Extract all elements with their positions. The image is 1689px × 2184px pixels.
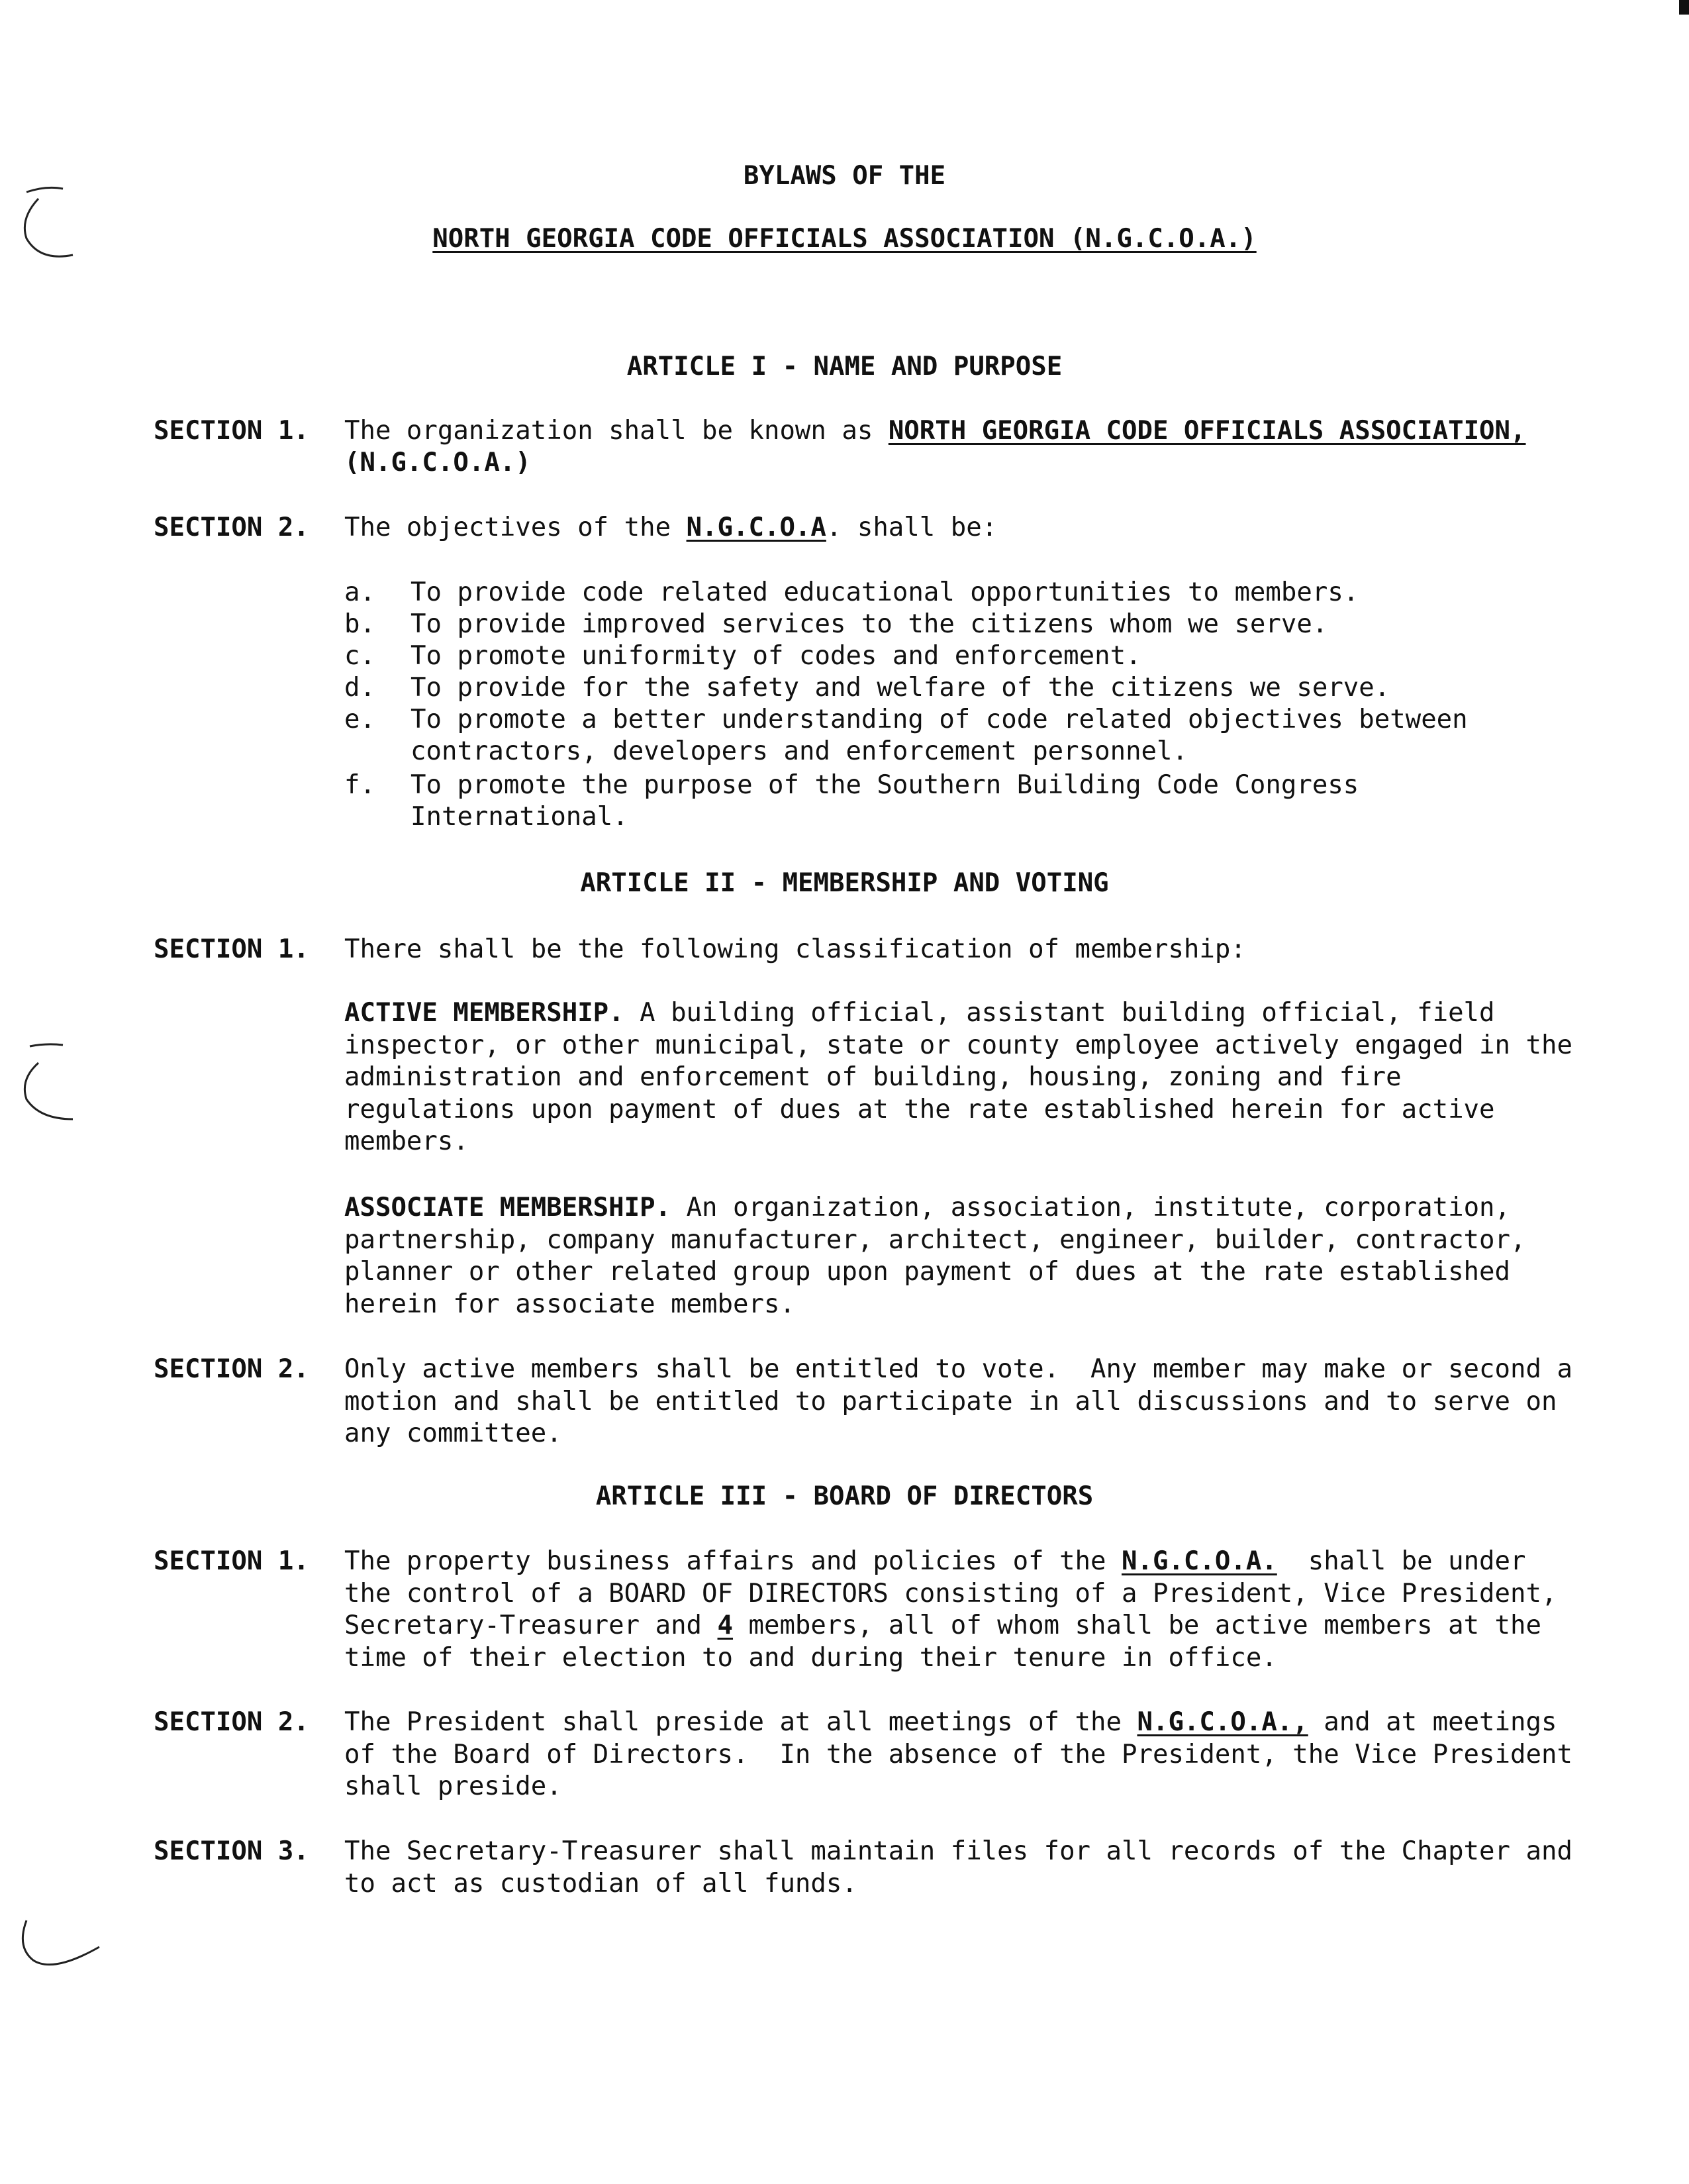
line-text: The President shall preside at all meetings of the — [344, 1707, 1137, 1737]
objective-letter: c. — [344, 641, 375, 671]
article-1-heading: ARTICLE I - NAME AND PURPOSE — [626, 352, 1063, 381]
paragraph-line: members. — [344, 1126, 469, 1156]
abbr-ngcoa: N.G.C.O.A — [686, 513, 826, 542]
art1-section1-abbr: (N.G.C.O.A.) — [344, 448, 531, 477]
organization-name-title: NORTH GEORGIA CODE OFFICIALS ASSOCIATION (N.G.C.O.A.) — [432, 224, 1257, 254]
objective-letter: a. — [344, 577, 375, 607]
art2-section2-label: SECTION 2. — [154, 1354, 309, 1384]
art1-section1-label: SECTION 1. — [154, 416, 309, 446]
art1-section1-text — [344, 415, 1526, 447]
abbr-ngcoa: N.G.C.O.A. — [1122, 1546, 1277, 1576]
paragraph-line: time of their election to and during their tenure in office. — [344, 1642, 1277, 1673]
line-text: and at meetings — [1308, 1707, 1557, 1737]
objective-text-cont: International. — [410, 802, 628, 832]
art3-section1-text — [344, 1546, 1557, 1674]
paragraph-line — [344, 997, 1572, 1030]
document-title-line1: BYLAWS OF THE — [743, 161, 946, 191]
objective-letter: f. — [344, 770, 375, 800]
objective-letter: e. — [344, 705, 375, 734]
paragraph-line: the control of a BOARD OF DIRECTORS consisting of a President, Vice President, — [344, 1578, 1557, 1609]
line-text: A building official, assistant building official, field — [624, 998, 1495, 1028]
paragraph-line: partnership, company manufacturer, architect, engineer, builder, contractor, — [344, 1224, 1526, 1255]
art1-s1-text-part: The organization shall be known as — [344, 416, 889, 446]
art2-section1-label: SECTION 1. — [154, 934, 309, 964]
paragraph-line: The Secretary-Treasurer shall maintain files for all records of the Chapter and — [344, 1836, 1572, 1866]
art3-section2-text — [344, 1707, 1572, 1803]
line-text: The property business affairs and policies of the — [344, 1546, 1122, 1576]
art1-s2-text-part: The objectives of the — [344, 513, 687, 542]
art2-section2-text — [344, 1354, 1572, 1450]
art3-section3-text — [344, 1836, 1572, 1900]
paragraph-line — [344, 1546, 1557, 1578]
active-membership-term: ACTIVE MEMBERSHIP. — [344, 998, 624, 1028]
abbr-ngcoa: N.G.C.O.A., — [1137, 1707, 1308, 1737]
paragraph-line: shall preside. — [344, 1771, 562, 1801]
board-member-count: 4 — [717, 1611, 734, 1640]
active-membership-paragraph — [344, 997, 1572, 1158]
objective-text: To provide improved services to the citizens whom we serve. — [410, 609, 1328, 639]
paragraph-line: any committee. — [344, 1418, 562, 1448]
line-text: An organization, association, institute, corporation, — [671, 1193, 1511, 1222]
paragraph-line — [344, 1610, 1557, 1642]
art3-section2-label: SECTION 2. — [154, 1707, 309, 1737]
paragraph-line: inspector, or other municipal, state or county employee actively engaged in the — [344, 1030, 1572, 1060]
paragraph-line: Only active members shall be entitled to vote. Any member may make or second a — [344, 1354, 1572, 1384]
line-text: Secretary-Treasurer and — [344, 1611, 718, 1640]
article-2-heading: ARTICLE II - MEMBERSHIP AND VOTING — [580, 868, 1109, 898]
paragraph-line: motion and shall be entitled to participate in all discussions and to serve on — [344, 1386, 1557, 1416]
paragraph-line: of the Board of Directors. In the absence of the President, the Vice President — [344, 1739, 1572, 1769]
objective-text: To promote a better understanding of code related objectives between — [410, 705, 1468, 734]
art2-section1-text: There shall be the following classification of membership: — [344, 934, 1246, 964]
objective-text: To promote the purpose of the Southern Building Code Congress — [410, 770, 1359, 800]
objective-letter: d. — [344, 673, 375, 703]
objective-letter: b. — [344, 609, 375, 639]
article-3-heading: ARTICLE III - BOARD OF DIRECTORS — [595, 1481, 1094, 1511]
art1-s2-text-part: . shall be: — [826, 513, 998, 542]
objective-text-cont: contractors, developers and enforcement personnel. — [410, 736, 1188, 766]
paragraph-line — [344, 1192, 1525, 1224]
line-text: shall be under — [1277, 1546, 1526, 1576]
art3-section3-label: SECTION 3. — [154, 1836, 309, 1866]
paragraph-line: to act as custodian of all funds. — [344, 1868, 857, 1899]
associate-membership-term: ASSOCIATE MEMBERSHIP. — [344, 1193, 671, 1222]
punch-hole-mark-bottom — [23, 1920, 99, 1965]
associate-membership-paragraph — [344, 1192, 1525, 1320]
objective-text: To provide for the safety and welfare of the citizens we serve. — [410, 673, 1390, 703]
punch-hole-mark-middle — [24, 1063, 73, 1119]
paragraph-line: planner or other related group upon payment of dues at the rate established — [344, 1257, 1510, 1287]
line-text: members, all of whom shall be active members at the — [733, 1611, 1541, 1640]
paragraph-line — [344, 1707, 1572, 1739]
art1-section2-label: SECTION 2. — [154, 513, 309, 542]
objective-text: To promote uniformity of codes and enforcement. — [410, 641, 1141, 671]
organization-name: NORTH GEORGIA CODE OFFICIALS ASSOCIATION, — [888, 416, 1526, 446]
art1-section2-text — [344, 512, 997, 544]
art3-section1-label: SECTION 1. — [154, 1546, 309, 1576]
paragraph-line: administration and enforcement of building, housing, zoning and fire — [344, 1062, 1402, 1092]
document-title-line2 — [0, 223, 1689, 255]
objective-text: To provide code related educational opportunities to members. — [410, 577, 1359, 607]
paragraph-line: regulations upon payment of dues at the rate established herein for active — [344, 1094, 1495, 1124]
paragraph-line: herein for associate members. — [344, 1289, 795, 1319]
